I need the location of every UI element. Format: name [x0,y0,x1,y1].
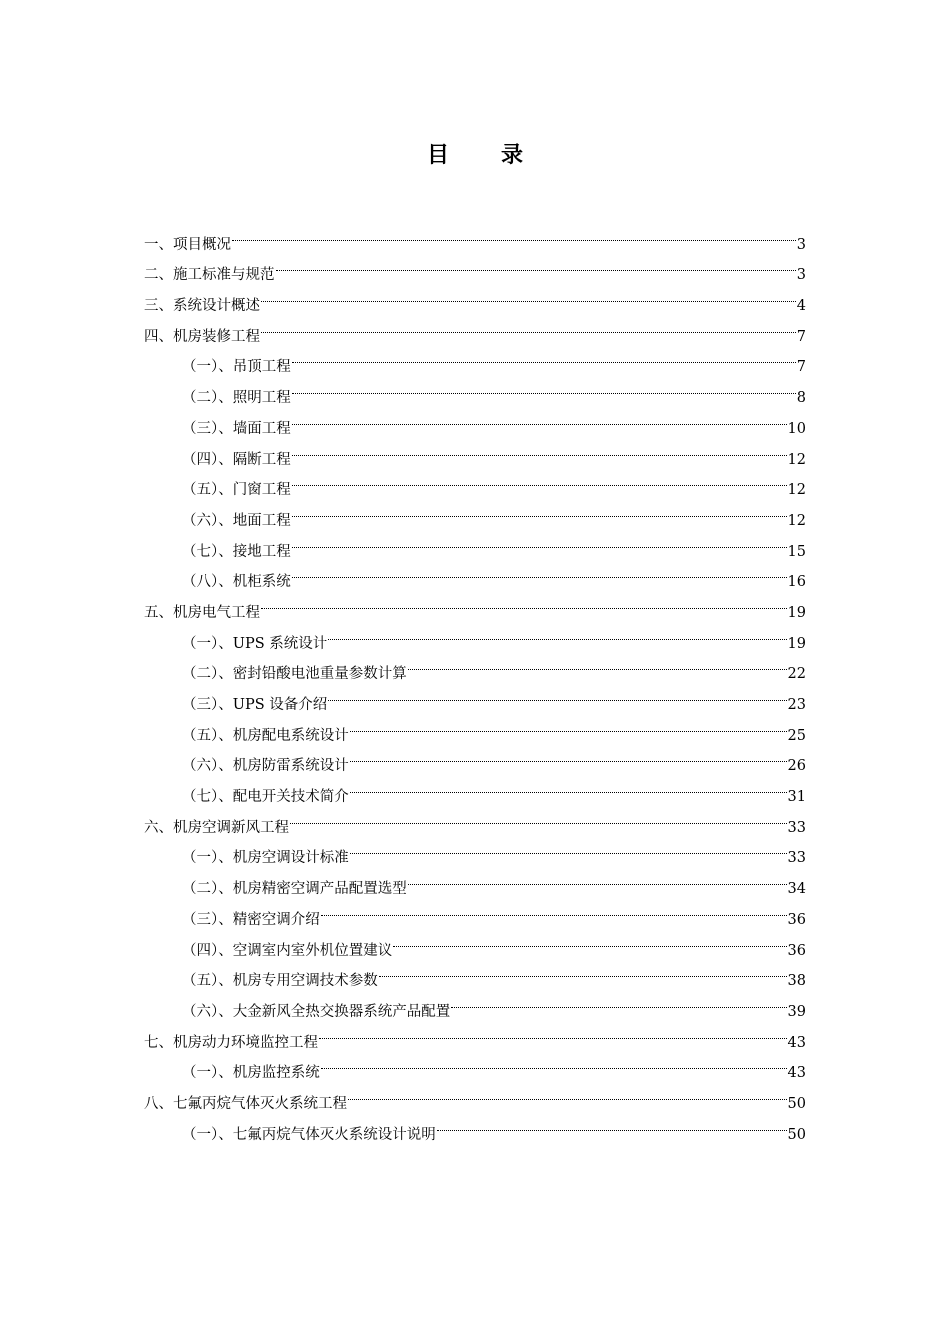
toc-page-number: 50 [787,1126,806,1143]
toc-dot-leader [261,310,796,341]
toc-dot-leader [328,617,786,648]
toc-dot-leader [350,770,787,801]
toc-page-number: 43 [787,1034,806,1051]
toc-page-number: 4 [796,298,806,315]
toc-page-number: 43 [787,1065,806,1082]
toc-page-number: 36 [787,942,806,959]
toc-page-number: 50 [787,1095,806,1112]
toc-page-number: 8 [796,390,806,407]
toc-dot-leader [379,955,787,986]
toc-entry-label: （四）、隔断工程 [182,451,291,468]
toc-title-char-2: 录 [501,142,524,168]
toc-list [144,218,806,1143]
toc-page-number: 25 [787,727,806,744]
toc-dot-leader [292,494,787,525]
toc-page-number: 33 [787,850,806,867]
toc-page-number: 3 [796,267,806,284]
toc-entry-label: （二）、密封铅酸电池重量参数计算 [182,666,407,683]
toc-dot-leader [408,648,787,679]
toc-dot-leader [232,218,796,249]
toc-dot-leader [350,709,787,740]
toc-dot-leader [348,1077,787,1108]
toc-page-number: 7 [796,359,806,376]
toc-page-number: 19 [787,604,806,621]
toc-entry-label: （四）、空调室内室外机位置建议 [182,942,393,959]
toc-page-number: 3 [796,236,806,253]
toc-dot-leader [350,740,787,771]
toc-dot-leader [292,402,787,433]
toc-page-number: 12 [787,482,806,499]
toc-dot-leader [290,801,787,832]
toc-entry-label: （五）、门窗工程 [182,482,291,499]
toc-dot-leader [393,924,786,955]
toc-dot-leader [276,249,796,280]
toc-page-number: 10 [787,420,806,437]
toc-entry-label: （六）、地面工程 [182,512,291,529]
toc-entry-label: 二、施工标准与规范 [144,267,275,284]
toc-page-number: 36 [787,911,806,928]
toc-entry-label: （七）、配电开关技术简介 [182,789,349,806]
toc-dot-leader [292,433,787,464]
toc-entry-label: （一）、UPS 系统设计 [182,635,328,652]
toc-entry-label: （三）、墙面工程 [182,420,291,437]
toc-entry-label: （一）、吊顶工程 [182,359,291,376]
toc-entry-label: （三）、精密空调介绍 [182,911,320,928]
toc-entry-label: （五）、机房专用空调技术参数 [182,973,378,990]
toc-dot-leader [451,985,786,1016]
toc-page-number: 12 [787,451,806,468]
toc-entry-label: （七）、接地工程 [182,543,291,560]
toc-entry-label: 六、机房空调新风工程 [144,819,289,836]
toc-entry-label: 八、七氟丙烷气体灭火系统工程 [144,1095,347,1112]
toc-dot-leader [261,279,796,310]
toc-entry-label: （一）、机房监控系统 [182,1065,320,1082]
toc-dot-leader [292,464,787,495]
toc-entry-label: 四、机房装修工程 [144,328,260,345]
toc-dot-leader [408,862,787,893]
toc-entry-label: （二）、照明工程 [182,390,291,407]
toc-page-number: 7 [796,328,806,345]
toc-page-number: 31 [787,789,806,806]
toc-entry-label: （五）、机房配电系统设计 [182,727,349,744]
toc-entry-label: 一、项目概况 [144,236,231,253]
toc-page-number: 12 [787,512,806,529]
toc-entry-label: 五、机房电气工程 [144,604,260,621]
toc-dot-leader [437,1108,787,1139]
toc-entry-label: （八）、机柜系统 [182,574,291,591]
toc-page-number: 39 [787,1003,806,1020]
toc-entry-label: 七、机房动力环境监控工程 [144,1034,318,1051]
toc-page-number: 33 [787,819,806,836]
toc-entry-label: （三）、UPS 设备介绍 [182,697,328,713]
toc-dot-leader [321,893,787,924]
toc-dot-leader [292,556,787,587]
toc-title-char-1: 目 [426,142,449,168]
toc-page-number: 16 [787,574,806,591]
toc-dot-leader [292,371,796,402]
toc-page-number: 19 [787,635,806,652]
toc-dot-leader [292,341,796,372]
toc-entry[interactable] [144,249,806,284]
toc-page-number: 23 [787,697,806,713]
toc-entry-label: （一）、七氟丙烷气体灭火系统设计说明 [182,1126,436,1143]
toc-dot-leader [321,1047,787,1078]
toc-dot-leader [319,1016,787,1047]
toc-dot-leader [328,678,786,709]
toc-dot-leader [261,586,787,617]
toc-entry-label: （六）、大金新风全热交换器系统产品配置 [182,1003,451,1020]
toc-entry-label: （二）、机房精密空调产品配置选型 [182,881,407,898]
toc-dot-leader [350,832,787,863]
toc-title [0,138,950,169]
toc-page-number: 38 [787,973,806,990]
toc-dot-leader [292,525,787,556]
toc-entry[interactable] [144,218,806,253]
toc-page-number: 15 [787,543,806,560]
toc-page-number: 34 [787,881,806,898]
toc-entry-label: （一）、机房空调设计标准 [182,850,349,867]
toc-page-number: 22 [787,666,806,683]
toc-entry-label: 三、系统设计概述 [144,298,260,315]
toc-page-number: 26 [787,758,806,775]
toc-entry-label: （六）、机房防雷系统设计 [182,758,349,775]
